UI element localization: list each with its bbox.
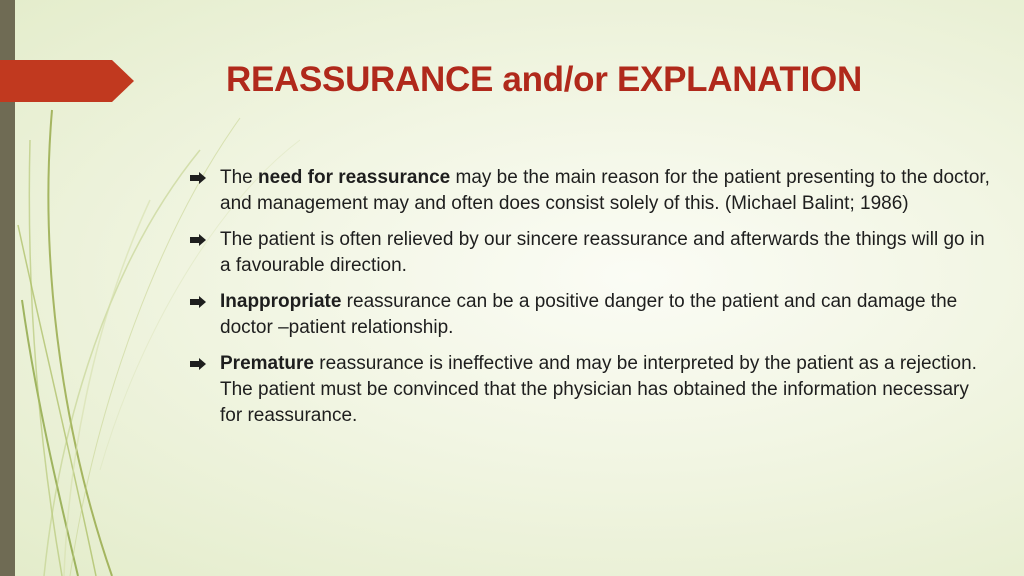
arrow-bullet-icon — [190, 172, 206, 184]
bullet-item — [190, 227, 990, 279]
bullet-body: The patient is often relieved by our sincere reassurance and afterwards the things will go in a favourable direction. — [220, 229, 985, 276]
bullet-text — [220, 167, 990, 214]
bullet-item — [190, 289, 990, 341]
arrow-bullet-icon — [190, 296, 206, 308]
arrow-bullet-icon — [190, 234, 206, 246]
bullet-lead: The — [220, 167, 259, 188]
bullet-item — [190, 165, 990, 217]
bullet-item — [190, 351, 990, 429]
bullet-text — [220, 353, 977, 426]
bullet-body: reassurance can be a positive danger to the patient and can damage the doctor –patient relationship. — [220, 291, 958, 338]
title-arrow-shape — [0, 60, 134, 102]
slide-title: REASSURANCE and/or EXPLANATION — [226, 60, 862, 99]
bullet-body: reassurance is ineffective and may be interpreted by the patient as a rejection. The patient must be convinced that the physician has obtained the information necessary for reassurance. — [220, 353, 977, 426]
bullet-body: may be the main reason for the patient presenting to the doctor, and management may and often does consist solely of this. (Michael Balint; 1986) — [220, 167, 990, 214]
bullet-list — [190, 165, 990, 439]
bullet-emphasis: Inappropriate — [220, 291, 342, 312]
arrow-bullet-icon — [190, 358, 206, 370]
bullet-emphasis: Premature — [220, 353, 314, 374]
bullet-emphasis: need for reassurance — [258, 167, 451, 188]
bullet-text — [220, 229, 985, 276]
bullet-text — [220, 291, 957, 338]
